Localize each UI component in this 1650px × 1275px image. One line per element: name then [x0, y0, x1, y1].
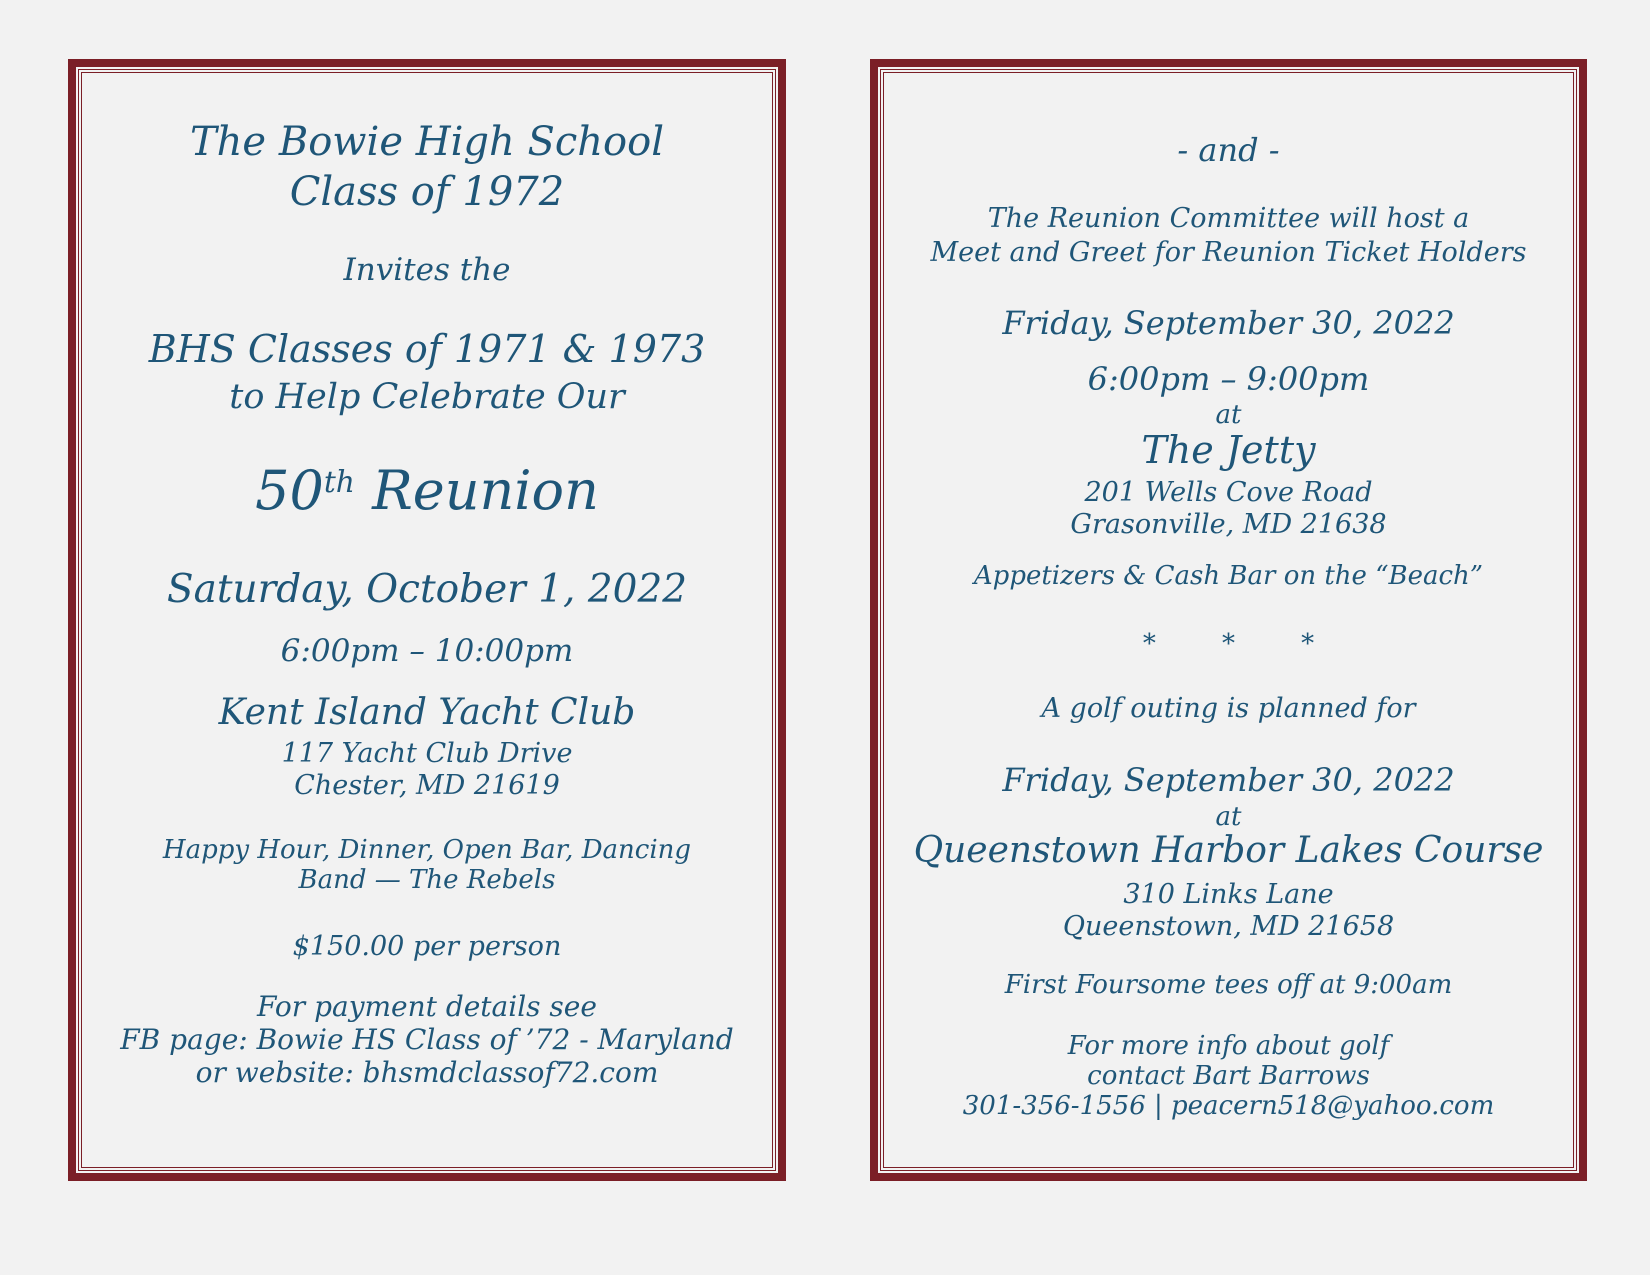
golf-date: Friday, September 30, 2022 — [1002, 761, 1455, 799]
golf-venue: Queenstown Harbor Lakes Course — [913, 830, 1544, 871]
classes-line-1: BHS Classes of 1971 & 1973 — [148, 327, 706, 371]
venue-address-1: 117 Yacht Club Drive — [281, 738, 573, 769]
amenities-line-1: Happy Hour, Dinner, Open Bar, Dancing — [162, 835, 692, 865]
title-line-2: Class of 1972 — [289, 169, 565, 215]
meet-at: at — [1215, 400, 1242, 430]
meet-note: Appetizers & Cash Bar on the “Beach” — [973, 561, 1484, 591]
amenities-line-2: Band — The Rebels — [298, 865, 556, 895]
reunion-suffix: th — [323, 465, 355, 500]
card-left-content — [76, 67, 778, 1173]
event-date: Saturday, October 1, 2022 — [166, 567, 688, 612]
committee-line-1: The Reunion Committee will host a — [987, 203, 1470, 234]
and-separator: - and - — [1177, 131, 1280, 169]
invitation-card-right — [870, 59, 1587, 1181]
golf-address-2: Queenstown, MD 21658 — [1062, 911, 1395, 942]
meet-venue: The Jetty — [1141, 428, 1316, 472]
meet-address-2: Grasonville, MD 21638 — [1070, 509, 1387, 540]
price-text: $150.00 per person — [292, 931, 562, 962]
reunion-word: Reunion — [372, 459, 599, 522]
payment-line-2: FB page: Bowie HS Class of ’72 - Maryland — [120, 1023, 734, 1056]
golf-at: at — [1215, 802, 1242, 832]
reunion-number: 50 — [255, 459, 324, 522]
meet-date: Friday, September 30, 2022 — [1002, 304, 1455, 342]
meet-address-1: 201 Wells Cove Road — [1084, 477, 1373, 508]
classes-line-2: to Help Celebrate Our — [229, 377, 625, 417]
golf-tee-time: First Foursome tees off at 9:00am — [1004, 970, 1453, 1000]
title-line-1: The Bowie High School — [189, 119, 664, 165]
golf-info-line-2: contact Bart Barrows — [1087, 1061, 1370, 1091]
invites-text: Invites the — [343, 252, 511, 288]
reunion-heading — [76, 459, 778, 522]
golf-address-1: 310 Links Lane — [1123, 879, 1334, 910]
card-right-content — [878, 67, 1579, 1173]
section-divider: * * * — [1142, 629, 1315, 659]
invitation-card-left — [68, 59, 786, 1181]
committee-line-2: Meet and Greet for Reunion Ticket Holders — [930, 237, 1527, 268]
venue-name: Kent Island Yacht Club — [218, 692, 636, 733]
event-time: 6:00pm – 10:00pm — [280, 633, 574, 669]
venue-address-2: Chester, MD 21619 — [294, 770, 560, 801]
payment-line-3: or website: bhsmdclassof72.com — [195, 1056, 659, 1089]
golf-contact: 301-356-1556 | peacern518@yahoo.com — [962, 1091, 1495, 1121]
golf-intro: A golf outing is planned for — [1041, 693, 1416, 724]
meet-time: 6:00pm – 9:00pm — [1087, 360, 1370, 398]
payment-line-1: For payment details see — [257, 990, 597, 1023]
golf-info-line-1: For more info about golf — [1067, 1031, 1390, 1061]
